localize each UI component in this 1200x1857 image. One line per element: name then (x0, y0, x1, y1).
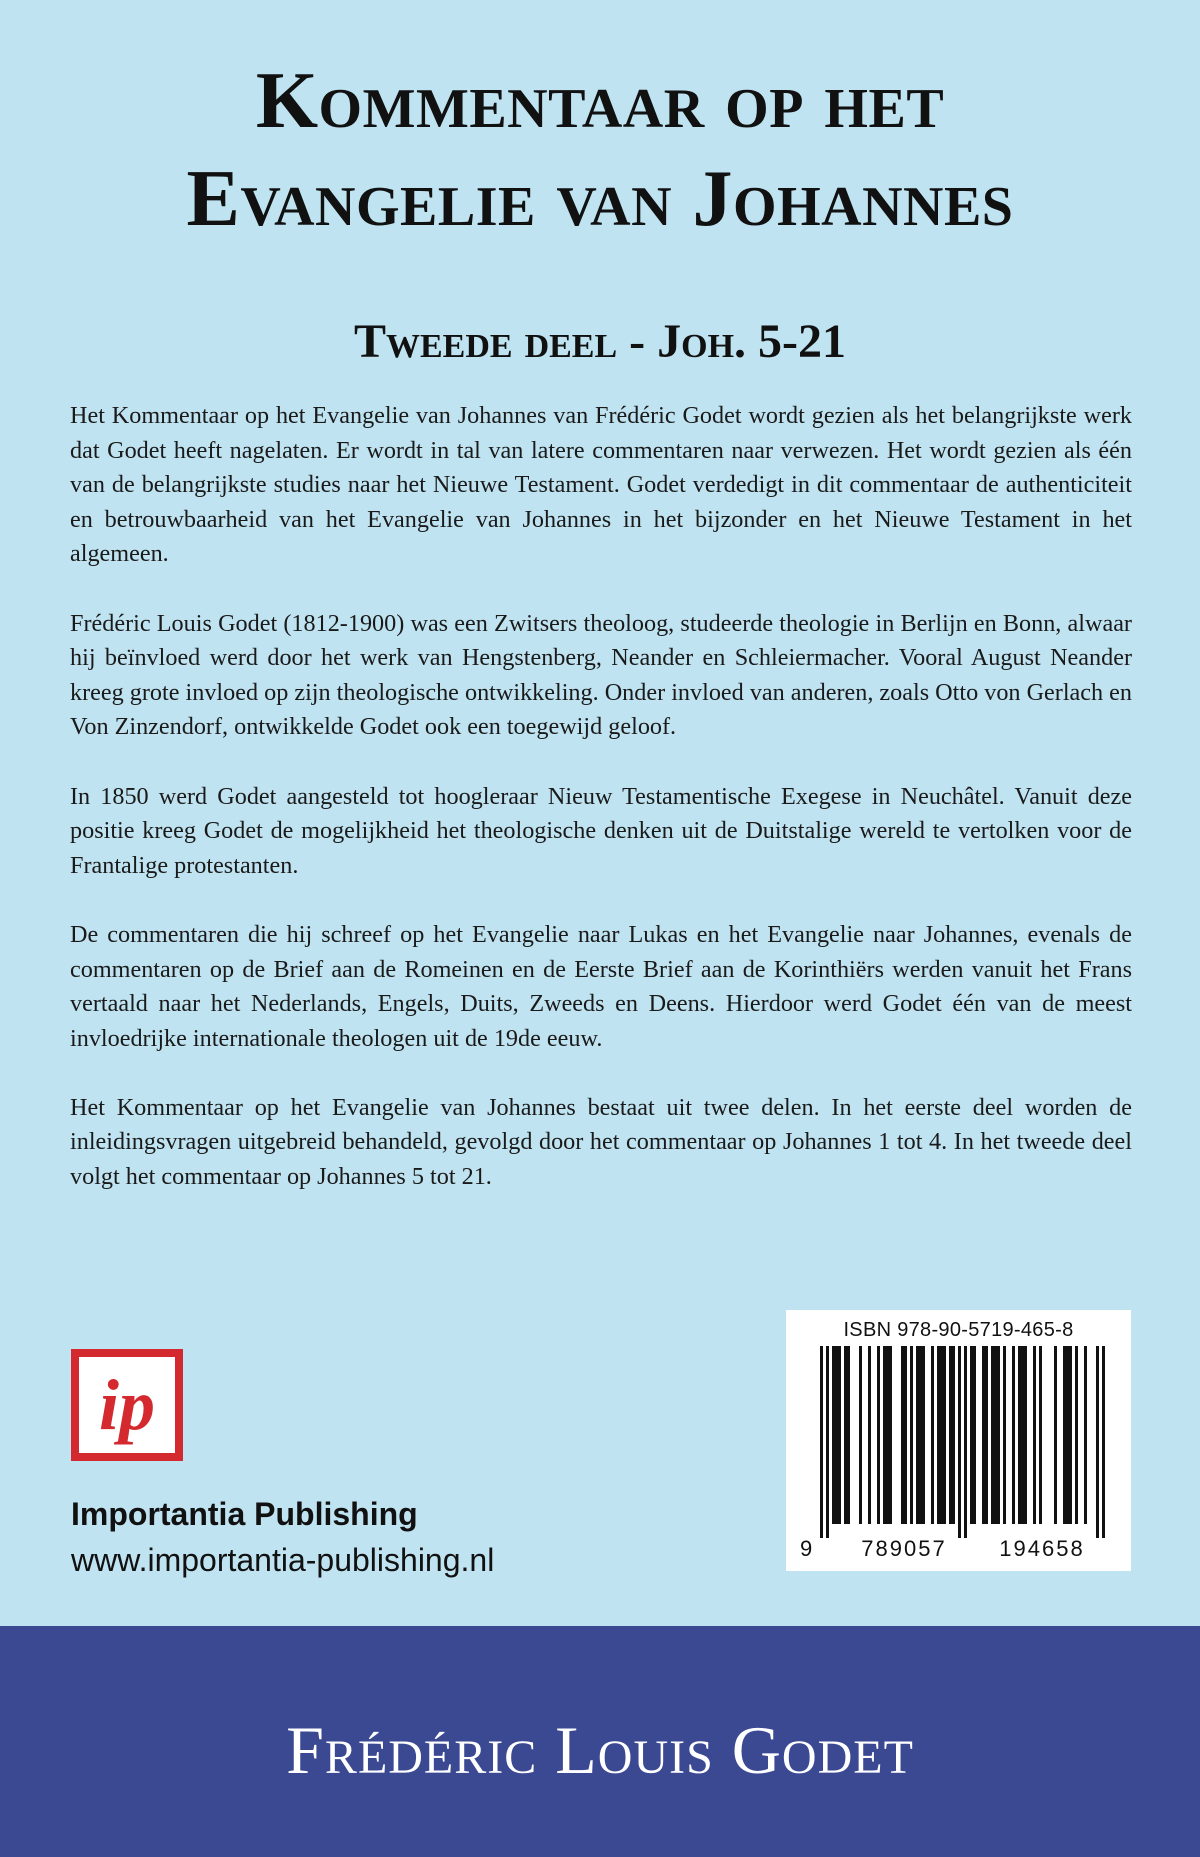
barcode-bar (910, 1346, 913, 1524)
barcode-bar (1063, 1346, 1066, 1524)
barcode-bar (982, 1346, 985, 1524)
book-title (0, 52, 1200, 248)
barcode-bar (1012, 1346, 1015, 1524)
barcode-bar (1021, 1346, 1024, 1524)
barcode-bar (877, 1346, 880, 1524)
isbn-label: ISBN 978-90-5719-465-8 (843, 1319, 1074, 1341)
isbn-barcode (786, 1310, 1131, 1571)
barcode-bar (1069, 1346, 1072, 1524)
barcode-bar (964, 1346, 967, 1538)
blurb-paragraph-1: Het Kommentaar op het Evangelie van Johannes van Frédéric Godet wordt gezien als het belangrijkste werk dat Godet heeft nagelaten. Er wordt in tal van latere commentaren naar verwezen. Het wordt gezien als één van de belangrijkste studies naar het Nieuwe Testament. Godet verdedigt in dit commentaar de authenticiteit en betrouwbaarheid van het Evangelie van Johannes in het bijzonder en het Nieuwe Testament in het algemeen. (70, 402, 1132, 568)
barcode-bar (994, 1346, 997, 1524)
barcode-bar (826, 1346, 829, 1538)
barcode-bar (1024, 1346, 1027, 1524)
barcode-bar (1054, 1346, 1057, 1524)
publisher-name: Importantia Publishing (71, 1496, 418, 1532)
book-subtitle: Tweede deel - Joh. 5-21 (353, 315, 847, 368)
barcode-bar (859, 1346, 862, 1524)
barcode-bar (1033, 1346, 1036, 1524)
barcode-bar (1003, 1346, 1006, 1524)
barcode-bar (940, 1346, 943, 1524)
barcode-bar (889, 1346, 892, 1524)
publisher-logo-mark: ip (79, 1357, 175, 1453)
barcode-bar (937, 1346, 940, 1524)
barcode-bar (952, 1346, 955, 1524)
barcode-bars (796, 1346, 1121, 1538)
barcode-digits-left: 789057 (861, 1536, 947, 1561)
blurb-paragraph-5: Het Kommentaar op het Evangelie van Johannes bestaat uit twee delen. In het eerste deel worden de inleidingsvragen uitgebreid behandeld, gevolgd door het commentaar op Johannes 1 tot 4. In het tweede deel volgt het commentaar op Johannes 5 tot 21. (70, 1093, 1132, 1191)
barcode-bar (1018, 1346, 1021, 1524)
barcode-bar (904, 1346, 907, 1524)
book-title-line-2: Evangelie van Johannes (186, 155, 1014, 243)
barcode-bar (835, 1346, 838, 1524)
barcode-bar (1039, 1346, 1042, 1524)
barcode-bar (1066, 1346, 1069, 1524)
barcode-bar (1084, 1346, 1087, 1524)
barcode-bar (958, 1346, 961, 1538)
barcode-bar (901, 1346, 904, 1524)
barcode-digits-right: 194658 (999, 1536, 1085, 1561)
barcode-bar (949, 1346, 952, 1524)
barcode-bar (919, 1346, 922, 1524)
publisher-logo (71, 1349, 183, 1461)
barcode-bar (931, 1346, 934, 1524)
barcode-bar (844, 1346, 847, 1524)
barcode-bar (991, 1346, 994, 1524)
barcode-digit-prefix: 9 (800, 1536, 813, 1561)
blurb-paragraph-3: In 1850 werd Godet aangesteld tot hoogleraar Nieuw Testamentische Exegese in Neuchâtel. Vanuit deze positie kreeg Godet de mogelijkheid het theologische denken uit de Duitstalige wereld te vertolken voor de Frantalige protestanten. (70, 782, 1132, 879)
barcode-bar (1075, 1346, 1078, 1524)
barcode-bar (847, 1346, 850, 1524)
barcode-bar (883, 1346, 886, 1524)
barcode-bar (916, 1346, 919, 1524)
barcode-bar (1102, 1346, 1105, 1538)
barcode-bar (886, 1346, 889, 1524)
blurb-paragraph-2: Frédéric Louis Godet (1812-1900) was een Zwitsers theoloog, studeerde theologie in Berlijn en Bonn, alwaar hij beïnvloed werd door het werk van Hengstenberg, Neander en Schleiermacher. Vooral August Neander kreeg grote invloed op zijn theologische ontwikkeling. Onder invloed van anderen, zoals Otto von Gerlach en Von Zinzendorf, ontwikkelde Godet ook een toegewijd geloof. (70, 609, 1132, 741)
barcode-bar (922, 1346, 925, 1524)
barcode-bar (970, 1346, 973, 1524)
barcode-bar (973, 1346, 976, 1524)
barcode-bar (838, 1346, 841, 1524)
barcode-bar (997, 1346, 1000, 1524)
blurb-paragraph-4: De commentaren die hij schreef op het Evangelie naar Lukas en het Evangelie naar Johannes, evenals de commentaren op de Brief aan de Romeinen en de Eerste Brief aan de Korinthiërs werden vanuit het Frans vertaald naar het Nederlands, Engels, Duits, Zweeds en Deens. Hierdoor werd Godet één van de meest invloedrijke internationale theologen uit de 19de eeuw. (70, 920, 1132, 1052)
publisher-website: www.importantia-publishing.nl (71, 1542, 495, 1578)
barcode-bar (985, 1346, 988, 1524)
barcode-bar (820, 1346, 823, 1538)
barcode-bar (832, 1346, 835, 1524)
book-title-line-1: Kommentaar op het (255, 57, 945, 145)
barcode-bar (943, 1346, 946, 1524)
barcode-bar (868, 1346, 871, 1524)
barcode-bar (1096, 1346, 1099, 1538)
blurb-text (70, 399, 1132, 1229)
author-name: Frédéric Louis Godet (286, 1712, 914, 1788)
